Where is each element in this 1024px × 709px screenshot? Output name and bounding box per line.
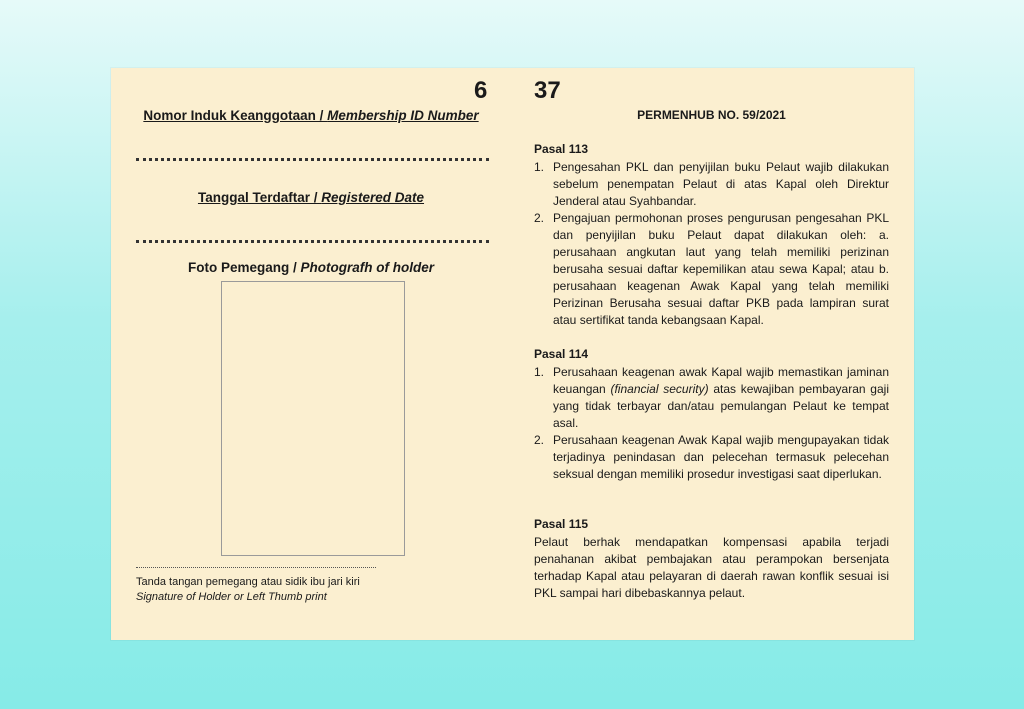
- signature-caption: [136, 575, 360, 605]
- pasal-113-item-1: [534, 159, 889, 210]
- list-number: 2.: [534, 433, 545, 447]
- registered-date-line: [136, 240, 489, 243]
- photo-label: [111, 260, 511, 275]
- list-number: 2.: [534, 211, 545, 225]
- pasal-114-item-2-text: Perusahaan keagenan Awak Kapal wajib mengupayakan tidak terjadinya penindasan dan pelecehan termasuk pelecehan seksual dengan memiliki prosedur investigasi saat diperlukan.: [553, 433, 889, 481]
- photo-label-en: Photografh of holder: [300, 260, 434, 275]
- regulation-header: PERMENHUB NO. 59/2021: [637, 108, 786, 122]
- membership-id-line: [136, 158, 489, 161]
- right-page: [534, 68, 889, 640]
- signature-line: [136, 567, 376, 568]
- pasal-115: [534, 516, 889, 602]
- pasal-113: [534, 141, 889, 329]
- pasal-114-item-1: [534, 364, 889, 432]
- membership-id-label: [111, 108, 511, 123]
- membership-id-label-en: Membership ID Number: [327, 108, 479, 123]
- pasal-115-title: Pasal 115: [534, 517, 589, 531]
- pasal-115-text: Pelaut berhak mendapatkan kompensasi apabila terjadi penahanan akibat pembajakan atau perampokan bersenjata terhadap Kapal atau pelayaran di daerah rawan konflik sesuai isi PKL sampai hari dibebaskannya pelaut.: [534, 535, 889, 600]
- left-page: [111, 68, 511, 640]
- pasal-114-item-1-text-b: atas kewajiban pembayaran gaji yang tidak terbayar dan/atau pemulangan Pelaut ke tempat asal.: [553, 382, 889, 430]
- signature-caption-id: Tanda tangan pemegang atau sidik ibu jari kiri: [136, 576, 360, 588]
- membership-id-label-id: Nomor Induk Keanggotaan /: [143, 108, 328, 123]
- signature-caption-en: Signature of Holder or Left Thumb print: [136, 591, 327, 603]
- pasal-114-item-2: [534, 432, 889, 483]
- registered-date-label-id: Tanggal Terdaftar /: [197, 190, 322, 205]
- registered-date-label-en: Registered Date: [321, 190, 425, 205]
- registered-date-label: [111, 190, 511, 205]
- pasal-114: [534, 346, 889, 483]
- list-number: 1.: [534, 160, 545, 174]
- pasal-114-title: Pasal 114: [534, 347, 589, 361]
- right-page-number: 37: [534, 77, 561, 104]
- pasal-114-item-1-term: (financial security): [610, 382, 709, 396]
- pasal-113-item-2-text: Pengajuan permohonan proses pengurusan pengesahan PKL dan penyijilan buku Pelaut dapat dilakukan oleh: a. perusahaan angkutan laut yang telah memiliki perizinan berusaha sesuai daftar kepemilikan atau sewa Kapal; atau b. perusahaan keagenan Awak Kapal yang telah memiliki Perizinan Berusaha sesuai daftar PKB pada lampiran surat atau sertifikat tanda kebangsaan Kapal.: [553, 211, 889, 327]
- list-number: 1.: [534, 365, 545, 379]
- pasal-114-item-1-text-a: Perusahaan keagenan awak Kapal wajib memastikan jaminan keuangan: [553, 365, 889, 396]
- left-page-number: 6: [474, 77, 488, 104]
- pasal-113-item-2: [534, 210, 889, 329]
- photo-box: [221, 281, 405, 556]
- pasal-113-item-1-text: Pengesahan PKL dan penyijilan buku Pelaut wajib dilakukan sebelum penempatan Pelaut di atas Kapal oleh Direktur Jenderal atau Syahbandar.: [553, 160, 889, 208]
- pasal-113-title: Pasal 113: [534, 142, 589, 156]
- booklet-spread: [111, 68, 914, 640]
- photo-label-id: Foto Pemegang /: [188, 260, 301, 275]
